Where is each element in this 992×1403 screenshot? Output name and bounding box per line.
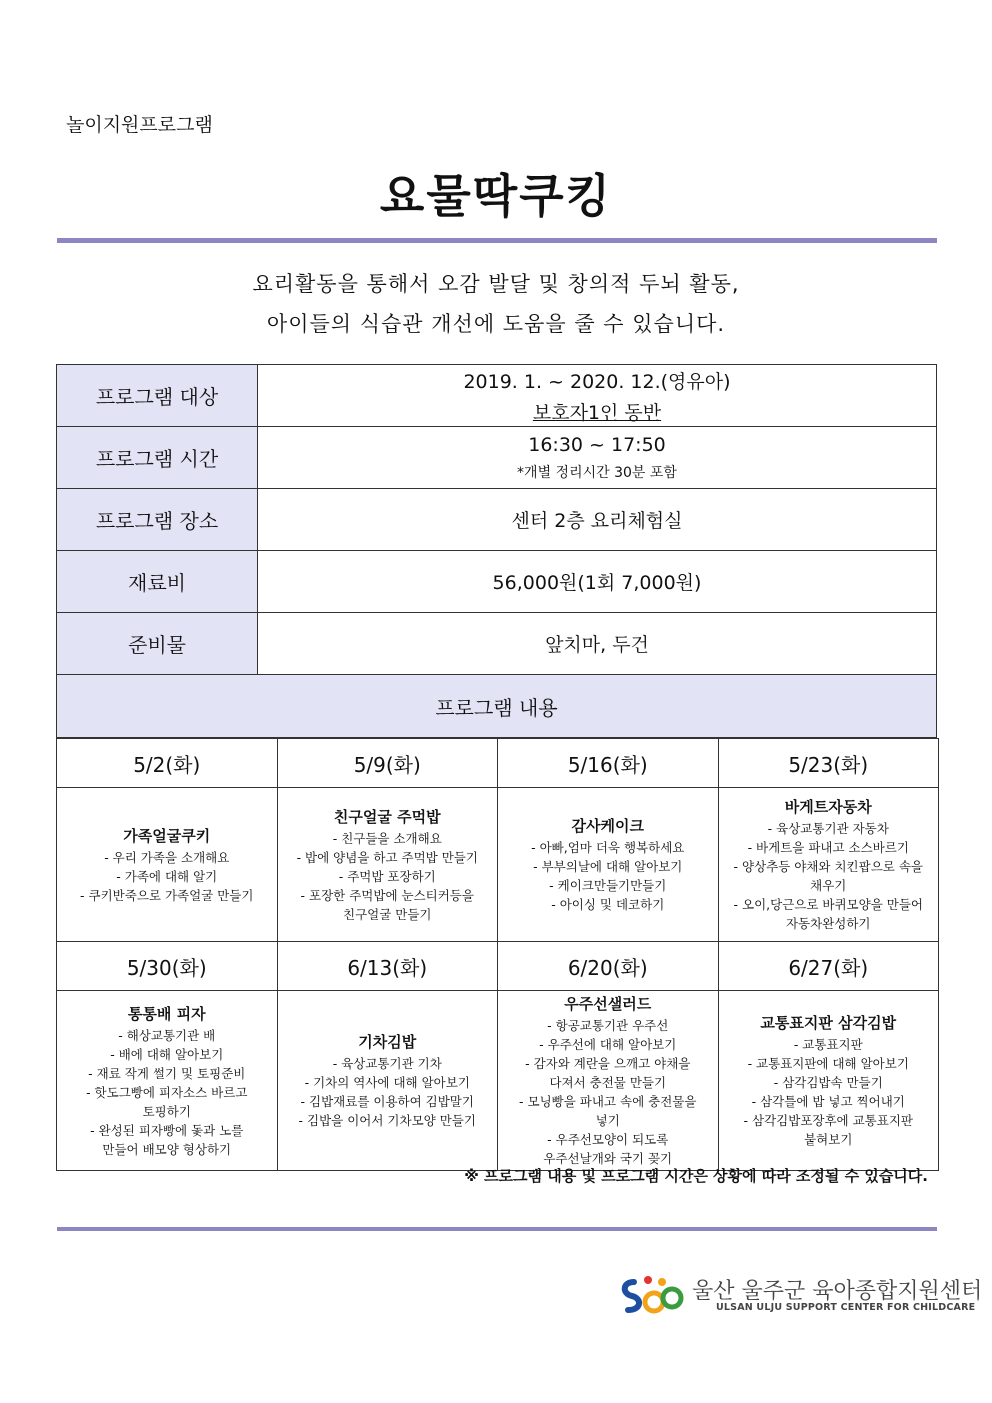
activity-line: - 교통표지판 xyxy=(793,1037,863,1052)
schedule-date: 5/9(화) xyxy=(277,739,498,788)
activity-line: - 우주선에 대해 알아보기 xyxy=(539,1037,677,1052)
schedule-date: 5/23(화) xyxy=(718,739,939,788)
place-value: 센터 2층 요리체험실 xyxy=(258,489,937,551)
dish-name: 친구얼굴 주먹밥 xyxy=(333,807,441,826)
activity-line: 토핑하기 xyxy=(142,1103,191,1119)
schedule-cell xyxy=(57,991,278,1171)
schedule-date: 5/2(화) xyxy=(57,739,278,788)
activity-line: - 가족에 대해 알기 xyxy=(116,868,218,884)
schedule-cell xyxy=(498,991,719,1171)
activity-line: - 완성된 피자빵에 돛과 노를 xyxy=(90,1122,244,1138)
dish-name: 통통배 피자 xyxy=(127,1004,206,1023)
schedule-date: 6/27(화) xyxy=(718,942,939,991)
activity-line: 붙혀보기 xyxy=(804,1132,853,1147)
schedule-date: 5/30(화) xyxy=(57,942,278,991)
schedule-date-row-1 xyxy=(57,739,939,788)
activity-line: - 바게트을 파내고 소스바르기 xyxy=(747,840,909,855)
prep-value: 앞치마, 두건 xyxy=(258,613,937,675)
schedule-content-row-1 xyxy=(57,788,939,942)
activity-line: - 교통표지판에 대해 알아보기 xyxy=(747,1056,909,1071)
program-category: 놀이지원프로그램 xyxy=(66,114,213,136)
schedule-date: 6/13(화) xyxy=(277,942,498,991)
fee-value: 56,000원(1회 7,000원) xyxy=(258,551,937,613)
activity-line: - 배에 대해 알아보기 xyxy=(110,1046,224,1062)
dish-name: 우주선샐러드 xyxy=(564,995,652,1013)
center-name-kr: 울산 울주군 육아종합지원센터 xyxy=(692,1279,983,1304)
schedule-date-row-2 xyxy=(57,942,939,991)
bottom-divider xyxy=(57,1227,937,1231)
center-name-en: ULSAN ULJU SUPPORT CENTER FOR CHILDCARE xyxy=(716,1302,976,1313)
activity-line: - 육상교통기관 기차 xyxy=(332,1056,442,1071)
activity-line: - 케이크만들기만들기 xyxy=(549,878,667,893)
target-label: 프로그램 대상 xyxy=(57,365,258,427)
activity-line: - 우리 가족을 소개해요 xyxy=(104,849,230,865)
activity-line: 다져서 충전물 만들기 xyxy=(549,1075,667,1090)
schedule-cell xyxy=(718,991,939,1171)
activity-line: - 해상교통기관 배 xyxy=(118,1027,216,1043)
info-row-content xyxy=(57,675,937,738)
info-row-prep xyxy=(57,613,937,675)
intro-line-2: 아이들의 식습관 개선에 도움을 줄 수 있습니다. xyxy=(266,312,726,336)
schedule-content-row-2 xyxy=(57,991,939,1171)
schedule-cell xyxy=(498,788,719,942)
dish-name: 가족얼굴쿠키 xyxy=(123,826,211,845)
activity-line: 우주선날개와 국기 꽂기 xyxy=(543,1151,673,1166)
program-info-table xyxy=(56,364,937,738)
target-value-cell xyxy=(258,365,937,427)
prep-label: 준비물 xyxy=(57,613,258,675)
activity-line: - 삼각김밥포장후에 교통표지판 xyxy=(743,1113,913,1128)
place-label: 프로그램 장소 xyxy=(57,489,258,551)
dish-name: 감사케이크 xyxy=(571,817,644,835)
time-label: 프로그램 시간 xyxy=(57,427,258,489)
activity-line: - 김밥재료를 이용하여 김밥말기 xyxy=(300,1094,474,1109)
activity-line: - 육상교통기관 자동차 xyxy=(767,821,889,836)
activity-line: - 핫도그빵에 피자소스 바르고 xyxy=(86,1084,248,1100)
activity-line: - 부부의날에 대해 알아보기 xyxy=(533,859,683,874)
info-row-target xyxy=(57,365,937,427)
page-title: 요물딱쿠킹 xyxy=(379,169,613,223)
activity-line: - 삼각틀에 밥 넣고 찍어내기 xyxy=(751,1094,905,1109)
activity-line: - 양상추등 야채와 치킨팝으로 속을 xyxy=(733,859,923,874)
schedule-cell xyxy=(277,788,498,942)
intro-text xyxy=(0,264,992,344)
top-divider xyxy=(57,238,937,243)
activity-line: - 주먹밥 포장하기 xyxy=(338,868,436,884)
target-value: 2019. 1. ~ 2020. 12.(영유아) xyxy=(463,370,731,393)
time-value: 16:30 ~ 17:50 xyxy=(528,433,666,456)
dish-name: 교통표지판 삼각김밥 xyxy=(760,1014,897,1032)
schedule-table xyxy=(56,738,939,1171)
schedule-date: 5/16(화) xyxy=(498,739,719,788)
activity-line: - 친구들을 소개해요 xyxy=(332,830,442,846)
target-note: 보호자1인 동반 xyxy=(532,401,662,424)
center-logo-icon xyxy=(618,1272,686,1318)
activity-line: 넣기 xyxy=(595,1113,620,1128)
activity-line: - 모닝빵을 파내고 속에 충전물을 xyxy=(519,1094,697,1109)
activity-line: 채우기 xyxy=(810,878,847,893)
activity-line: - 오이,당근으로 바퀴모양을 만들어 xyxy=(733,897,923,912)
info-row-fee xyxy=(57,551,937,613)
schedule-cell xyxy=(57,788,278,942)
activity-line: - 아빠,엄마 더욱 행복하세요 xyxy=(531,840,685,855)
activity-line: - 포장한 주먹밥에 눈스티커등을 xyxy=(300,887,474,903)
activity-line: - 쿠키반죽으로 가족얼굴 만들기 xyxy=(80,887,254,903)
activity-line: - 밥에 양념을 하고 주먹밥 만들기 xyxy=(296,849,478,865)
schedule-date: 6/20(화) xyxy=(498,942,719,991)
center-logo xyxy=(618,1272,983,1318)
content-section-header: 프로그램 내용 xyxy=(57,675,937,738)
activity-line: 친구얼굴 만들기 xyxy=(343,906,432,922)
activity-line: 자동차완성하기 xyxy=(785,916,871,931)
activity-line: - 아이싱 및 데코하기 xyxy=(551,897,665,912)
activity-line: - 삼각김밥속 만들기 xyxy=(773,1075,883,1090)
activity-line: - 우주선모양이 되도록 xyxy=(547,1132,669,1147)
schedule-cell xyxy=(718,788,939,942)
activity-line: - 기차의 역사에 대해 알아보기 xyxy=(304,1075,470,1090)
adjustment-note: ※ 프로그램 내용 및 프로그램 시간은 상황에 따라 조정될 수 있습니다. xyxy=(464,1167,928,1185)
dish-name: 바게트자동차 xyxy=(784,798,872,816)
activity-line: 만들어 배모양 형상하기 xyxy=(102,1141,232,1157)
schedule-cell xyxy=(277,991,498,1171)
time-value-cell xyxy=(258,427,937,489)
activity-line: - 감자와 계란을 으깨고 야채을 xyxy=(525,1056,691,1071)
activity-line: - 재료 작게 썰기 및 토핑준비 xyxy=(88,1065,246,1081)
info-row-place xyxy=(57,489,937,551)
intro-line-1: 요리활동을 통해서 오감 발달 및 창의적 두뇌 활동, xyxy=(252,272,740,296)
info-row-time xyxy=(57,427,937,489)
time-note: *개별 정리시간 30분 포함 xyxy=(517,464,677,481)
activity-line: - 김밥을 이어서 기차모양 만들기 xyxy=(298,1113,476,1128)
activity-line: - 항공교통기관 우주선 xyxy=(547,1018,669,1033)
dish-name: 기차김밥 xyxy=(358,1033,417,1051)
fee-label: 재료비 xyxy=(57,551,258,613)
